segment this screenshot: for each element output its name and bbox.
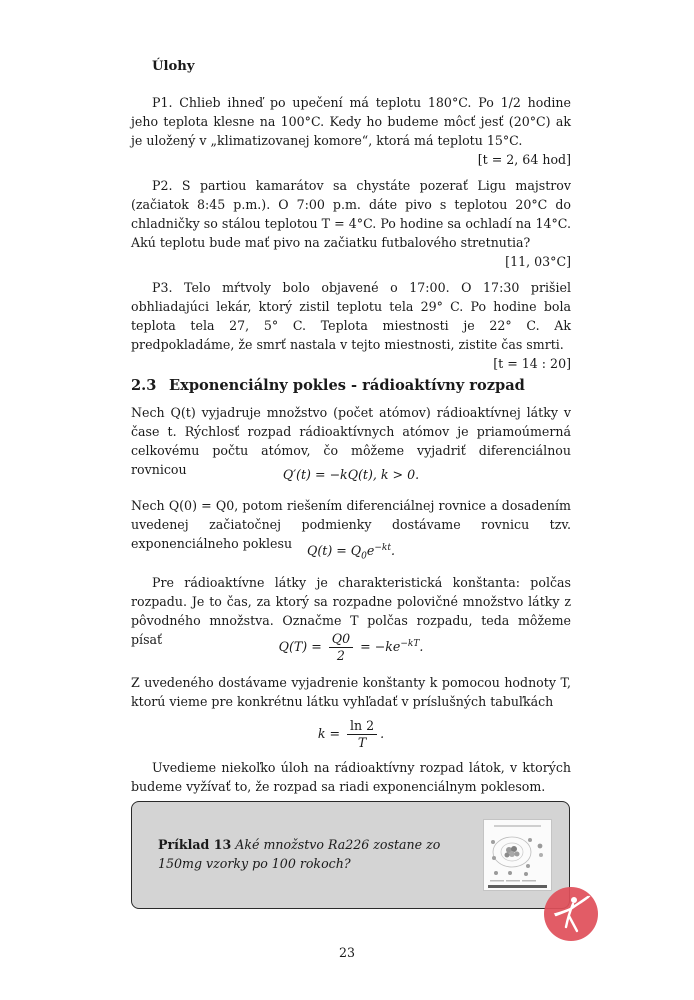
example-label: Príklad 13 (158, 837, 232, 852)
paragraph-text: Uvedieme niekoľko úloh na rádioaktívny rozpad látok, v ktorých budeme vyžívať to, že rozpad sa riadi exponenciálnym poklesom. (131, 760, 571, 794)
section-title: Exponenciálny pokles - rádioaktívny rozpad (169, 377, 525, 394)
paragraph-text: Nech Q(t) vyjadruje množstvo (počet atómov) rádioaktívnej látky v čase t. Rýchlosť rozpad rádioaktívnych atómov je priamoúmerná celkovému počtu atómov, čo môžeme vyjadriť diferenciálnou rovnicou (131, 405, 571, 477)
paragraph-text: Nech Q(0) = Q0, potom riešením diferenciálnej rovnice a dosadením uvedenej začiatočnej podmienky dostávame rovnicu tzv. exponenciálneho poklesu (131, 498, 571, 551)
atom-icon (484, 820, 551, 890)
logo-figure-icon (544, 887, 598, 941)
atom-diagram-thumbnail[interactable] (483, 819, 552, 891)
paragraph-text: Z uvedeného dostávame vyjadrenie konštanty k pomocou hodnoty T, ktorú vieme pre konkrétnu látku vyhľadať v príslušných tabuľkách (131, 675, 571, 709)
gymnast-logo-icon (544, 887, 598, 941)
problem-answer: [t = 14 : 20] (493, 356, 571, 371)
problem-p2 (131, 176, 571, 271)
exercises-heading: Úlohy (152, 59, 195, 74)
paragraph-text: Pre rádioaktívne látky je charakteristická konštanta: polčas rozpadu. Je to čas, za ktorý sa rozpadne polovičné množstvo látky z pôvodného množstva. Označme T polčas rozpadu, teda môžeme písať (131, 575, 571, 647)
problem-text: P1. Chlieb ihneď po upečení má teplotu 180°C. Po 1/2 hodine jeho teplota klesne na 100°C. Kedy ho budeme môcť jesť (20°C) ak je uložený v „klimatizovanej komore“, ktorá má teplotu 15°C. (131, 95, 571, 148)
paragraph-5 (131, 758, 571, 796)
equation-half-life: Q(T) = $\frac{Q0}{2}$ = $-ke^{-kT}$. (278, 631, 424, 663)
problem-p1 (131, 93, 571, 169)
problem-text: P2. S partiou kamarátov sa chystáte pozerať Ligu majstrov (začiatok 8:45 p.m.). O 7:00 p.m. dáte pivo s teplotou 20°C do chladničky so stálou teplotou T = 4°C. Po hodine sa ochladí na 14°C. Akú teplotu bude mať pivo na začiatku futbalového stretnutia? (131, 178, 571, 250)
fraction: $\frac{\ln 2}{T}$ (347, 718, 377, 751)
example-question: Aké množstvo Ra226 zostane zo 150mg vzorky po 100 rokoch? (158, 837, 441, 871)
section-heading (131, 376, 525, 395)
equation-exponential-decay: $Q(t) = Q_0e^{-kt}$. (307, 542, 395, 562)
example-text (158, 835, 478, 873)
paragraph-4 (131, 673, 571, 711)
equation-decay-constant: k = $\frac{\ln 2}{T}$ . (317, 718, 385, 750)
problem-answer: [11, 03°C] (505, 254, 571, 269)
problem-p3 (131, 278, 571, 373)
page-number: 23 (338, 945, 356, 960)
problem-text: P3. Telo mŕtvoly bolo objavené o 17:00. O 17:30 prišiel obhliadajúci lekár, ktorý zistil teplotu tela 29° C. Po hodine bola teplota tela 27, 5° C. Teplota miestnosti je 22° C. Ak predpokladáme, že smrť nastala v tejto miestnosti, zistite čas smrti. (131, 280, 571, 352)
equation-differential: Q′(t) = −kQ(t), k > 0. (282, 467, 420, 482)
problem-answer: [t = 2, 64 hod] (477, 152, 571, 167)
example-box (131, 801, 570, 909)
fraction: $\frac{Q0}{2}$ (329, 631, 353, 664)
section-number: 2.3 (131, 377, 157, 394)
